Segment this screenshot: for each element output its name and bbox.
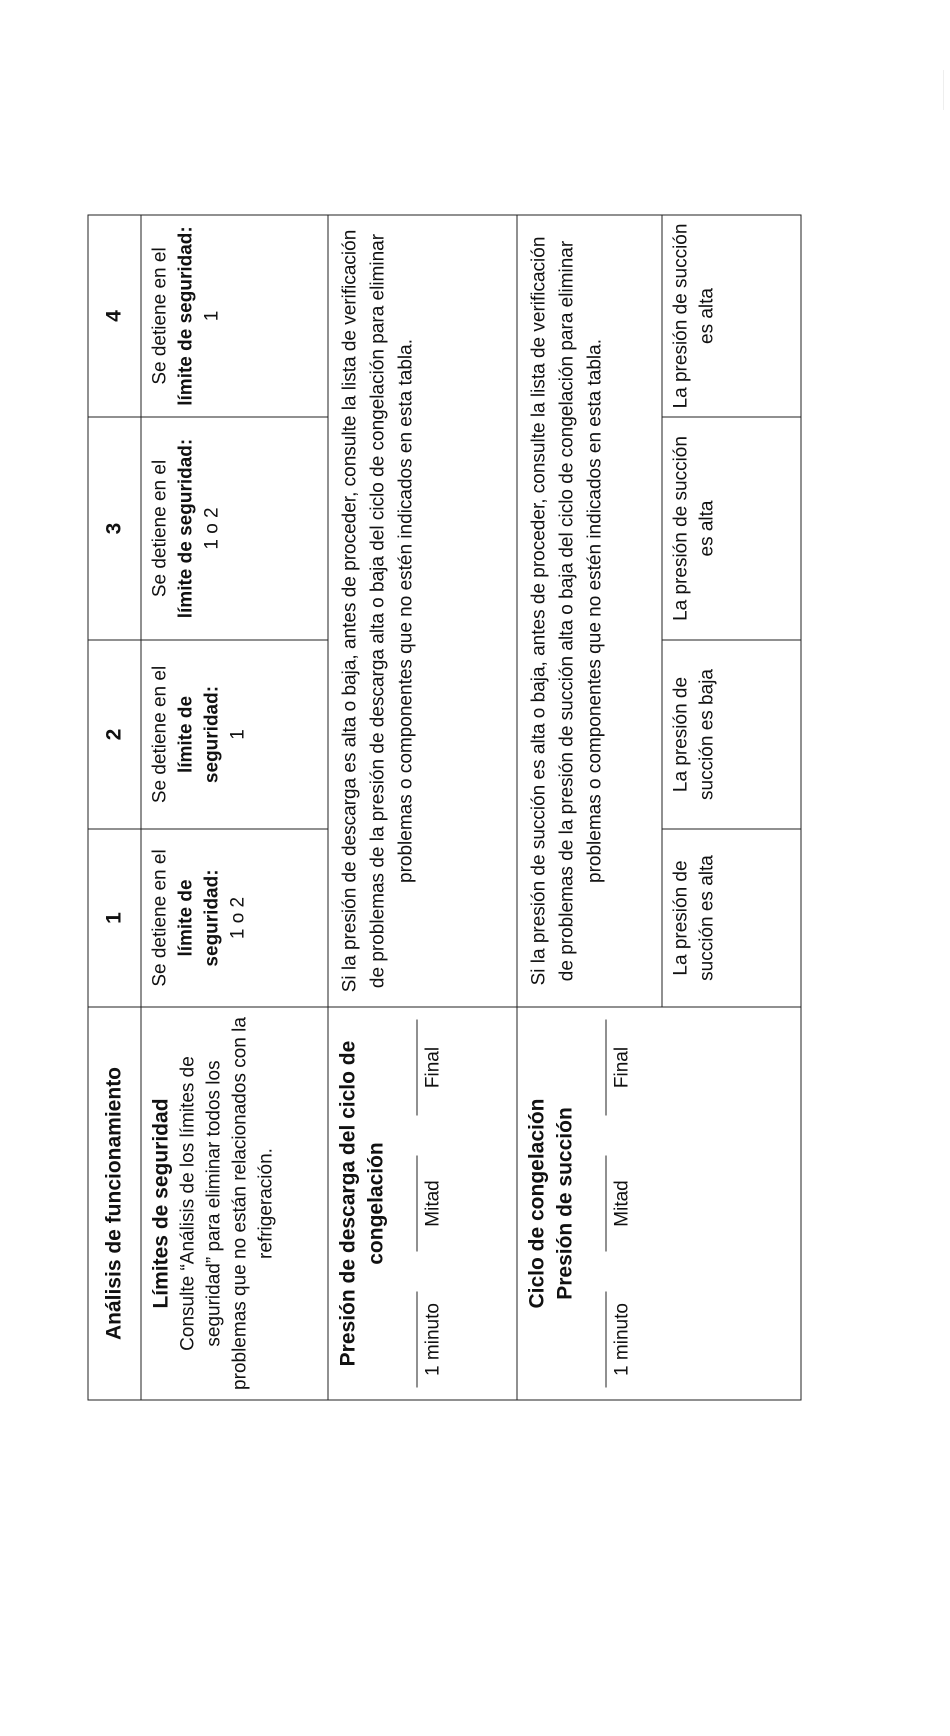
suction-pressure-blanks [605, 1016, 634, 1392]
analysis-table [88, 215, 802, 1401]
page-edge-mark [943, 70, 950, 110]
suction-result-cell-2: La presión de succión es baja [662, 640, 801, 829]
safety-limit-prefix: Se detiene en el [149, 849, 171, 987]
safety-limit-cell-1 [141, 829, 328, 1007]
blank-middle [605, 1156, 634, 1252]
safety-limit-bold: límite de seguridad: [175, 869, 223, 967]
safety-limit-bold: límite de seguridad: [175, 685, 223, 784]
column-header-2: 2 [88, 640, 141, 829]
safety-limit-value: 1 o 2 [227, 896, 249, 940]
blank-label: Mitad [422, 1180, 444, 1227]
suction-pressure-note: Si la presión de succión es alta o baja, antes de proceder, consulte la lista de verificación de problemas de la presión de succión alta o baja del ciclo de congelación para eliminar problemas o componentes que no estén indicados en esta tabla. [517, 215, 662, 1007]
suction-pressure-label-cell [517, 1007, 801, 1400]
blank-final [605, 1020, 634, 1116]
safety-limit-value: 1 [201, 310, 223, 322]
suction-pressure-row [517, 215, 662, 1400]
discharge-pressure-label-cell [328, 1007, 517, 1400]
safety-limit-bold: límite de seguridad: [175, 438, 197, 619]
blank-1-minute [605, 1292, 634, 1388]
blank-label: 1 minuto [422, 1303, 444, 1376]
blank-label: Mitad [611, 1180, 633, 1227]
safety-limits-heading: Límites de seguridad [149, 1098, 173, 1309]
column-header-3: 3 [88, 417, 141, 640]
discharge-pressure-blanks [416, 1016, 445, 1392]
discharge-pressure-note: Si la presión de descarga es alta o baja, antes de proceder, consulte la lista de verificación de problemas de la presión de descarga alta o baja del ciclo de congelación para eliminar problemas o componentes que no estén indicados en esta tabla. [328, 215, 517, 1007]
discharge-pressure-heading: Presión de descarga del ciclo de congelación [336, 1040, 388, 1367]
safety-limit-prefix: Se detiene en el [149, 247, 171, 385]
safety-limit-cell-4 [141, 215, 328, 417]
safety-limit-prefix: Se detiene en el [149, 665, 171, 804]
suction-result-cell-3: La presión de succión es alta [662, 417, 801, 640]
rotated-table-container [88, 216, 802, 1401]
safety-limit-cell-3 [141, 417, 328, 640]
blank-label: Final [422, 1046, 444, 1089]
table-title: Análisis de funcionamiento [88, 1007, 141, 1400]
suction-result-cell-1: La presión de succión es alta [662, 829, 801, 1007]
column-header-4: 4 [88, 215, 141, 417]
blank-final [416, 1020, 445, 1116]
suction-result-cell-4: La presión de succión es alta [662, 215, 801, 417]
safety-limit-cell-2 [141, 640, 328, 829]
safety-limits-description: Consulte “Análisis de los límites de seguridad” para eliminar todos los problemas que no están relacionados con la refrigeración. [177, 1017, 277, 1390]
suction-pressure-heading-line1: Ciclo de congelación [525, 1098, 549, 1309]
safety-limits-label-cell [141, 1007, 328, 1400]
blank-middle [416, 1156, 445, 1252]
safety-limit-value: 1 [227, 729, 249, 740]
blank-label: 1 minuto [611, 1303, 633, 1376]
safety-limit-value: 1 o 2 [201, 507, 223, 550]
safety-limit-prefix: Se detiene en el [149, 459, 171, 598]
blank-label: Final [611, 1046, 633, 1089]
blank-1-minute [416, 1292, 445, 1388]
table-header-row [88, 215, 141, 1400]
discharge-pressure-row [328, 215, 517, 1400]
safety-limits-row [141, 215, 328, 1400]
suction-pressure-heading-line2: Presión de succión [553, 1107, 577, 1300]
safety-limit-bold: límite de seguridad: [175, 226, 197, 406]
column-header-1: 1 [88, 829, 141, 1007]
